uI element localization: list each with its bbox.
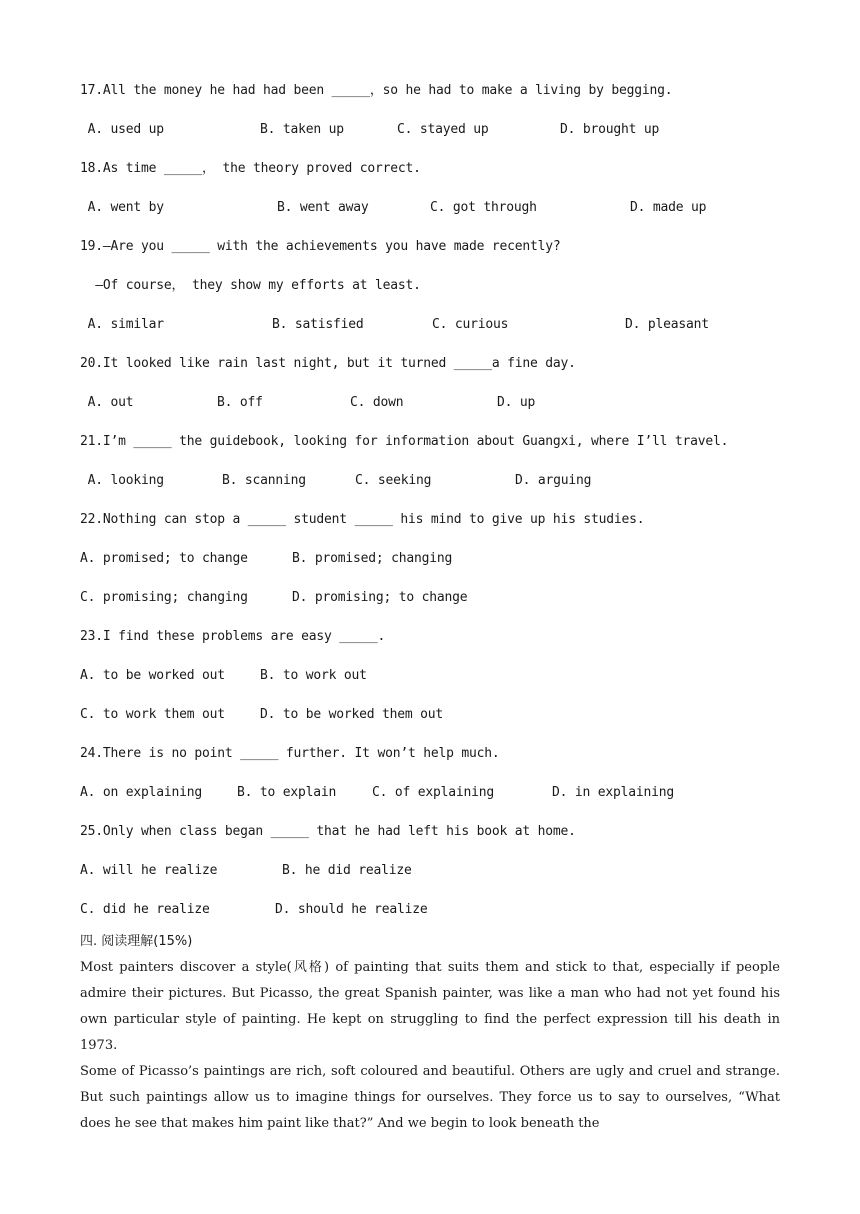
- question-19-option-b: B. satisfied: [272, 317, 364, 332]
- question-18-option-c: C. got through: [430, 200, 537, 215]
- question-21-option-d: D. arguing: [515, 473, 592, 488]
- question-23-option-a: A. to be worked out: [80, 668, 225, 683]
- question-19-dialogue-reply: —Of course， they show my efforts at least.: [80, 278, 421, 293]
- question-17-stem: 17.All the money he had had been _____，so he had to make a living by begging.: [80, 83, 673, 98]
- question-17-option-d: D. brought up: [560, 122, 660, 137]
- question-21-stem: 21.I’m _____ the guidebook, looking for information about Guangxi, where I’ll travel.: [80, 434, 729, 449]
- question-24-option-c: C. of explaining: [372, 785, 495, 800]
- question-19-option-d: D. pleasant: [625, 317, 709, 332]
- question-22-stem: 22.Nothing can stop a _____ student _____ his mind to give up his studies.: [80, 512, 645, 527]
- question-17-option-b: B. taken up: [260, 122, 344, 137]
- question-21-option-c: C. seeking: [355, 473, 432, 488]
- question-24-option-d: D. in explaining: [552, 785, 675, 800]
- question-17-option-a: A. used up: [80, 122, 164, 137]
- question-23-stem: 23.I find these problems are easy _____.: [80, 629, 386, 644]
- question-20-option-d: D. up: [497, 395, 536, 410]
- question-22-option-b: B. promised; changing: [292, 551, 453, 566]
- question-25-option-b: B. he did realize: [282, 863, 412, 878]
- question-24-option-b: B. to explain: [237, 785, 337, 800]
- question-25-option-a: A. will he realize: [80, 863, 218, 878]
- question-18-option-d: D. made up: [630, 200, 707, 215]
- question-21-option-a: A. looking: [80, 473, 164, 488]
- question-19-option-a: A. similar: [80, 317, 164, 332]
- question-23-option-b: B. to work out: [260, 668, 367, 683]
- question-25-option-c: C. did he realize: [80, 902, 210, 917]
- question-24-option-a: A. on explaining: [80, 785, 203, 800]
- question-22-option-d: D. promising; to change: [292, 590, 468, 605]
- question-19-option-c: C. curious: [432, 317, 509, 332]
- question-23-option-d: D. to be worked them out: [260, 707, 444, 722]
- question-18-stem: 18.As time _____， the theory proved correct.: [80, 161, 421, 176]
- reading-passage: [80, 955, 780, 1137]
- question-22-option-c: C. promising; changing: [80, 590, 248, 605]
- section-title-reading: 四. 阅读理解(15%): [80, 934, 193, 949]
- passage-paragraph-1: Most painters discover a style(风格) of painting that suits them and stick to that, especially if people admire their pictures. But Picasso, the great Spanish painter, was like a man who had not yet found his own particular style of painting. He kept on struggling to find the perfect expression till his death in 1973.: [80, 960, 780, 1053]
- question-17-option-c: C. stayed up: [397, 122, 489, 137]
- passage-paragraph-2: Some of Picasso’s paintings are rich, soft coloured and beautiful. Others are ugly and cruel and strange. But such paintings allow us to imagine things for ourselves. They force us to say to ourselves, “What does he see that makes him paint like that?” And we begin to look beneath the: [80, 1064, 780, 1131]
- question-25-stem: 25.Only when class began _____ that he had left his book at home.: [80, 824, 576, 839]
- question-20-option-c: C. down: [350, 395, 404, 410]
- question-18-option-b: B. went away: [277, 200, 369, 215]
- question-25-option-d: D. should he realize: [275, 902, 428, 917]
- question-23-option-c: C. to work them out: [80, 707, 225, 722]
- question-20-stem: 20.It looked like rain last night, but it turned _____a fine day.: [80, 356, 576, 371]
- question-21-option-b: B. scanning: [222, 473, 306, 488]
- question-20-option-b: B. off: [217, 395, 263, 410]
- question-18-option-a: A. went by: [80, 200, 164, 215]
- question-22-option-a: A. promised; to change: [80, 551, 248, 566]
- question-19-stem: 19.—Are you _____ with the achievements you have made recently?: [80, 239, 561, 254]
- question-24-stem: 24.There is no point _____ further. It won’t help much.: [80, 746, 500, 761]
- question-20-option-a: A. out: [80, 395, 134, 410]
